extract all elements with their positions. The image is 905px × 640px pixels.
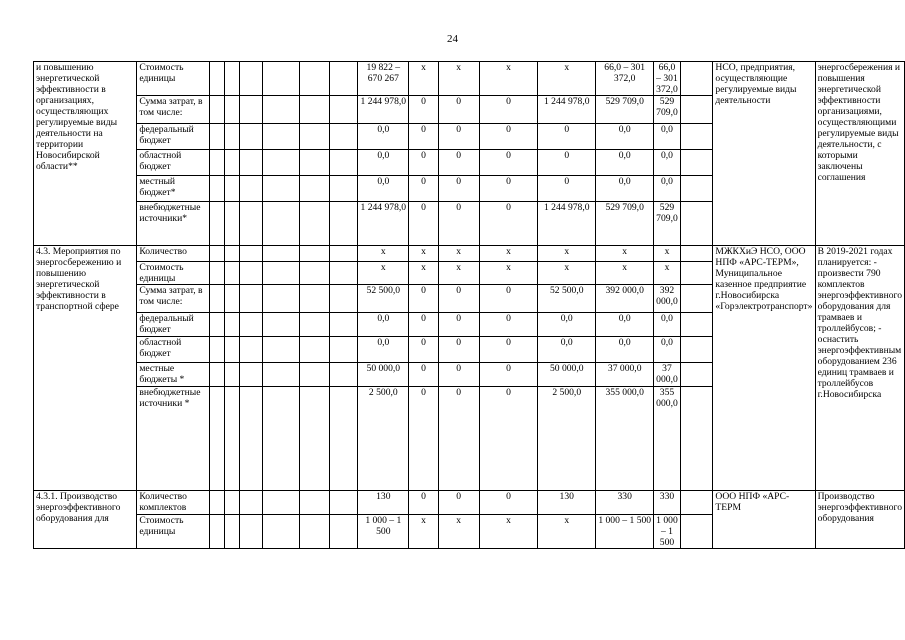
- executors-cell: МЖКХиЭ НСО, ООО НПФ «АРС-ТЕРМ», Муниципальное казенное предприятие г.Новосибирска «Горэлектротранспорт»: [713, 246, 815, 491]
- value-cell: x: [596, 262, 654, 285]
- empty-cell: [225, 176, 240, 202]
- empty-cell: [225, 313, 240, 337]
- value-cell: 0,0: [654, 150, 681, 176]
- empty-cell: [225, 202, 240, 246]
- value-cell: 0: [409, 176, 438, 202]
- value-cell: 0: [479, 363, 538, 387]
- empty-cell: [210, 176, 225, 202]
- value-cell: 0: [479, 96, 538, 124]
- value-cell: x: [409, 62, 438, 96]
- value-cell: 0: [438, 202, 479, 246]
- value-cell: x: [438, 62, 479, 96]
- value-cell: x: [438, 262, 479, 285]
- value-cell: 0: [438, 124, 479, 150]
- empty-cell: [680, 176, 713, 202]
- empty-cell: [680, 150, 713, 176]
- value-cell: x: [538, 515, 596, 549]
- empty-cell: [210, 491, 225, 515]
- value-cell: 0,0: [596, 176, 654, 202]
- empty-cell: [329, 96, 357, 124]
- value-cell: 0: [409, 387, 438, 491]
- value-cell: 0: [479, 337, 538, 363]
- empty-cell: [329, 62, 357, 96]
- empty-cell: [210, 202, 225, 246]
- value-cell: 0: [438, 313, 479, 337]
- value-cell: 0: [438, 176, 479, 202]
- empty-cell: [300, 96, 329, 124]
- value-cell: 0: [479, 202, 538, 246]
- indicator-label: Стоимость единицы: [137, 515, 210, 549]
- empty-cell: [240, 363, 263, 387]
- empty-cell: [329, 246, 357, 262]
- value-cell: 1 000 – 1 500: [596, 515, 654, 549]
- empty-cell: [329, 285, 357, 313]
- empty-cell: [262, 176, 300, 202]
- value-cell: 0,0: [596, 337, 654, 363]
- value-cell: 66,0 – 301 372,0: [596, 62, 654, 96]
- empty-cell: [240, 96, 263, 124]
- value-cell: 529 709,0: [654, 202, 681, 246]
- empty-cell: [225, 285, 240, 313]
- empty-cell: [300, 202, 329, 246]
- value-cell: x: [654, 246, 681, 262]
- empty-cell: [210, 285, 225, 313]
- value-cell: 37 000,0: [654, 363, 681, 387]
- empty-cell: [680, 202, 713, 246]
- value-cell: 0,0: [654, 124, 681, 150]
- value-cell: 0: [438, 96, 479, 124]
- activity-name: 4.3.1. Производство энергоэффективного оборудования для: [34, 491, 137, 549]
- empty-cell: [262, 337, 300, 363]
- empty-cell: [262, 491, 300, 515]
- empty-cell: [225, 150, 240, 176]
- empty-cell: [210, 363, 225, 387]
- value-cell: x: [409, 515, 438, 549]
- value-cell: 0: [409, 491, 438, 515]
- indicator-label: федеральный бюджет: [137, 313, 210, 337]
- empty-cell: [240, 515, 263, 549]
- empty-cell: [225, 337, 240, 363]
- value-cell: 355 000,0: [654, 387, 681, 491]
- value-cell: 1 244 978,0: [538, 202, 596, 246]
- value-cell: x: [538, 262, 596, 285]
- value-cell: 0: [479, 176, 538, 202]
- table-row: [34, 62, 905, 96]
- value-cell: 0,0: [596, 150, 654, 176]
- empty-cell: [680, 313, 713, 337]
- budget-table: [33, 61, 905, 549]
- empty-cell: [225, 124, 240, 150]
- value-cell: 0: [438, 387, 479, 491]
- value-cell: 0: [438, 285, 479, 313]
- empty-cell: [240, 337, 263, 363]
- value-cell: 130: [538, 491, 596, 515]
- empty-cell: [225, 515, 240, 549]
- value-cell: 529 709,0: [654, 96, 681, 124]
- value-cell: 52 500,0: [358, 285, 409, 313]
- empty-cell: [300, 491, 329, 515]
- value-cell: x: [358, 246, 409, 262]
- value-cell: 0,0: [538, 337, 596, 363]
- empty-cell: [240, 491, 263, 515]
- empty-cell: [300, 285, 329, 313]
- result-cell: В 2019-2021 годах планируется: - произвести 790 комплектов энергоэффективного оборудования для трамваев и троллейбусов; - оснастить энергоэффективным оборудованием 236 единиц трамваев и троллейбусов г.Новосибирска: [815, 246, 904, 491]
- value-cell: 1 000 – 1 500: [358, 515, 409, 549]
- empty-cell: [240, 176, 263, 202]
- empty-cell: [210, 62, 225, 96]
- indicator-label: Стоимость единицы: [137, 62, 210, 96]
- empty-cell: [225, 246, 240, 262]
- empty-cell: [225, 363, 240, 387]
- indicator-label: федеральный бюджет: [137, 124, 210, 150]
- indicator-label: Сумма затрат, в том числе:: [137, 96, 210, 124]
- empty-cell: [262, 202, 300, 246]
- value-cell: 52 500,0: [538, 285, 596, 313]
- empty-cell: [329, 262, 357, 285]
- value-cell: 330: [596, 491, 654, 515]
- value-cell: 529 709,0: [596, 96, 654, 124]
- empty-cell: [225, 62, 240, 96]
- executors-cell: ООО НПФ «АРС-ТЕРМ: [713, 491, 815, 549]
- empty-cell: [300, 313, 329, 337]
- value-cell: 0,0: [538, 313, 596, 337]
- empty-cell: [329, 150, 357, 176]
- value-cell: 330: [654, 491, 681, 515]
- empty-cell: [262, 285, 300, 313]
- value-cell: 0: [479, 150, 538, 176]
- value-cell: 529 709,0: [596, 202, 654, 246]
- indicator-label: Количество: [137, 246, 210, 262]
- empty-cell: [300, 262, 329, 285]
- empty-cell: [240, 150, 263, 176]
- empty-cell: [300, 363, 329, 387]
- empty-cell: [329, 387, 357, 491]
- value-cell: 0,0: [358, 313, 409, 337]
- value-cell: 0,0: [596, 124, 654, 150]
- empty-cell: [240, 262, 263, 285]
- empty-cell: [210, 515, 225, 549]
- value-cell: 0: [409, 124, 438, 150]
- empty-cell: [262, 262, 300, 285]
- empty-cell: [240, 246, 263, 262]
- empty-cell: [680, 124, 713, 150]
- value-cell: x: [596, 246, 654, 262]
- empty-cell: [210, 313, 225, 337]
- indicator-label: внебюджетные источники*: [137, 202, 210, 246]
- value-cell: 50 000,0: [538, 363, 596, 387]
- executors-cell: НСО, предприятия, осуществляющие регулируемые виды деятельности: [713, 62, 815, 246]
- empty-cell: [210, 96, 225, 124]
- empty-cell: [680, 285, 713, 313]
- value-cell: 0,0: [654, 313, 681, 337]
- value-cell: 0,0: [358, 337, 409, 363]
- empty-cell: [210, 337, 225, 363]
- empty-cell: [329, 337, 357, 363]
- empty-cell: [329, 313, 357, 337]
- value-cell: 392 000,0: [596, 285, 654, 313]
- value-cell: 0: [438, 150, 479, 176]
- value-cell: x: [358, 262, 409, 285]
- page-number: 24: [447, 33, 458, 45]
- value-cell: x: [479, 62, 538, 96]
- value-cell: 0: [409, 337, 438, 363]
- value-cell: 0: [438, 491, 479, 515]
- value-cell: x: [538, 62, 596, 96]
- empty-cell: [210, 262, 225, 285]
- value-cell: 0: [409, 363, 438, 387]
- value-cell: 392 000,0: [654, 285, 681, 313]
- value-cell: 0: [538, 176, 596, 202]
- value-cell: x: [479, 262, 538, 285]
- value-cell: x: [538, 246, 596, 262]
- empty-cell: [210, 150, 225, 176]
- empty-cell: [329, 202, 357, 246]
- empty-cell: [329, 124, 357, 150]
- empty-cell: [300, 337, 329, 363]
- empty-cell: [225, 96, 240, 124]
- value-cell: x: [409, 262, 438, 285]
- value-cell: 0: [538, 124, 596, 150]
- empty-cell: [210, 387, 225, 491]
- value-cell: 19 822 – 670 267: [358, 62, 409, 96]
- value-cell: 0,0: [358, 150, 409, 176]
- table-row: [34, 491, 905, 515]
- empty-cell: [300, 387, 329, 491]
- empty-cell: [680, 62, 713, 96]
- value-cell: 1 000 – 1 500: [654, 515, 681, 549]
- empty-cell: [680, 246, 713, 262]
- value-cell: 0,0: [596, 313, 654, 337]
- value-cell: 50 000,0: [358, 363, 409, 387]
- empty-cell: [262, 62, 300, 96]
- value-cell: x: [409, 246, 438, 262]
- value-cell: 2 500,0: [358, 387, 409, 491]
- value-cell: x: [654, 262, 681, 285]
- value-cell: 37 000,0: [596, 363, 654, 387]
- value-cell: 1 244 978,0: [358, 96, 409, 124]
- empty-cell: [262, 387, 300, 491]
- empty-cell: [210, 124, 225, 150]
- value-cell: 1 244 978,0: [538, 96, 596, 124]
- empty-cell: [262, 150, 300, 176]
- value-cell: 0: [479, 387, 538, 491]
- result-cell: Производство энергоэффективного оборудования: [815, 491, 904, 549]
- value-cell: 0,0: [654, 337, 681, 363]
- indicator-label: местные бюджеты *: [137, 363, 210, 387]
- empty-cell: [329, 363, 357, 387]
- value-cell: 0,0: [358, 124, 409, 150]
- indicator-label: областной бюджет: [137, 150, 210, 176]
- empty-cell: [329, 491, 357, 515]
- empty-cell: [680, 337, 713, 363]
- indicator-label: Сумма затрат, в том числе:: [137, 285, 210, 313]
- empty-cell: [225, 262, 240, 285]
- indicator-label: внебюджетные источники *: [137, 387, 210, 491]
- empty-cell: [262, 363, 300, 387]
- empty-cell: [680, 387, 713, 491]
- empty-cell: [240, 387, 263, 491]
- empty-cell: [225, 387, 240, 491]
- empty-cell: [240, 62, 263, 96]
- empty-cell: [262, 313, 300, 337]
- table-row: [34, 246, 905, 262]
- value-cell: x: [438, 246, 479, 262]
- value-cell: 0,0: [358, 176, 409, 202]
- value-cell: 0: [409, 285, 438, 313]
- empty-cell: [240, 285, 263, 313]
- empty-cell: [680, 515, 713, 549]
- empty-cell: [240, 124, 263, 150]
- activity-name: 4.3. Мероприятия по энергосбережению и повышению энергетической эффективности в транспортной сфере: [34, 246, 137, 491]
- empty-cell: [210, 246, 225, 262]
- value-cell: 0: [409, 313, 438, 337]
- value-cell: 0,0: [654, 176, 681, 202]
- indicator-label: областной бюджет: [137, 337, 210, 363]
- empty-cell: [300, 150, 329, 176]
- empty-cell: [262, 96, 300, 124]
- value-cell: x: [438, 515, 479, 549]
- empty-cell: [240, 313, 263, 337]
- empty-cell: [262, 246, 300, 262]
- empty-cell: [680, 491, 713, 515]
- result-cell: энергосбережения и повышения энергетической эффективности организациями, осуществляющими регулируемые виды деятельности, с которыми заключены соглашения: [815, 62, 904, 246]
- empty-cell: [329, 515, 357, 549]
- empty-cell: [262, 124, 300, 150]
- value-cell: 1 244 978,0: [358, 202, 409, 246]
- value-cell: 0: [479, 313, 538, 337]
- empty-cell: [300, 124, 329, 150]
- empty-cell: [262, 515, 300, 549]
- activity-name: и повышению энергетической эффективности в организациях, осуществляющих регулируемые виды деятельности на территории Новосибирской области**: [34, 62, 137, 246]
- value-cell: 0: [409, 96, 438, 124]
- value-cell: 0: [409, 150, 438, 176]
- indicator-label: Стоимость единицы: [137, 262, 210, 285]
- empty-cell: [300, 515, 329, 549]
- empty-cell: [680, 262, 713, 285]
- empty-cell: [300, 62, 329, 96]
- empty-cell: [329, 176, 357, 202]
- value-cell: 0: [438, 363, 479, 387]
- empty-cell: [300, 176, 329, 202]
- empty-cell: [680, 363, 713, 387]
- indicator-label: Количество комплектов: [137, 491, 210, 515]
- value-cell: 0: [438, 337, 479, 363]
- value-cell: 0: [479, 285, 538, 313]
- value-cell: 2 500,0: [538, 387, 596, 491]
- value-cell: 0: [479, 491, 538, 515]
- value-cell: 66,0 – 301 372,0: [654, 62, 681, 96]
- empty-cell: [300, 246, 329, 262]
- value-cell: x: [479, 515, 538, 549]
- empty-cell: [680, 96, 713, 124]
- value-cell: 0: [479, 124, 538, 150]
- value-cell: 0: [538, 150, 596, 176]
- value-cell: 130: [358, 491, 409, 515]
- empty-cell: [225, 491, 240, 515]
- indicator-label: местный бюджет*: [137, 176, 210, 202]
- value-cell: x: [479, 246, 538, 262]
- value-cell: 355 000,0: [596, 387, 654, 491]
- value-cell: 0: [409, 202, 438, 246]
- empty-cell: [240, 202, 263, 246]
